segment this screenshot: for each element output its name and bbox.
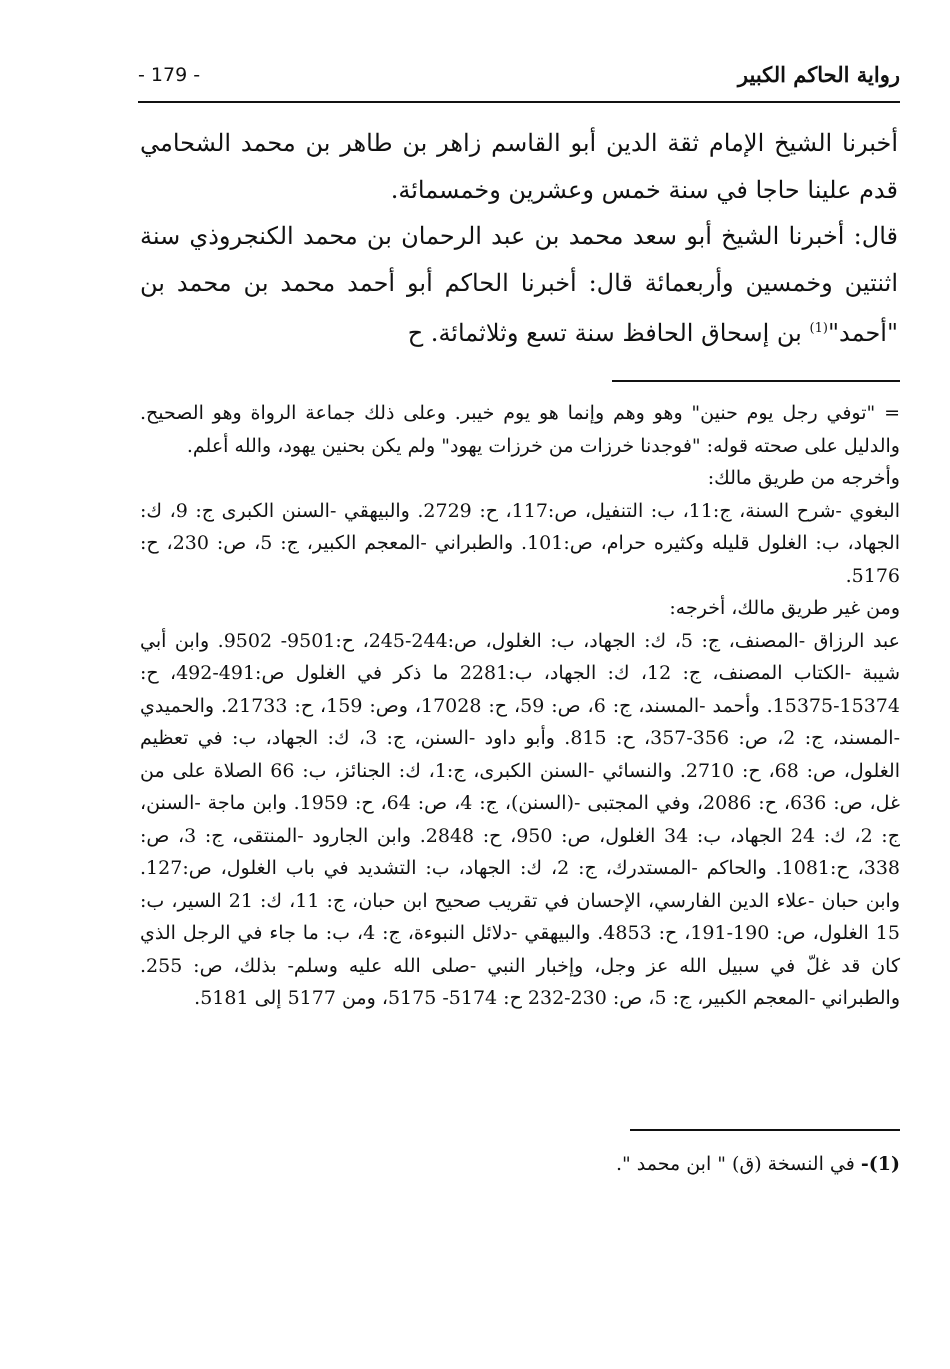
main-paragraph-1: أخبرنا الشيخ الإمام ثقة الدين أبو القاسم زاهر بن طاهر بن محمد الشحامي قدم علينا حاجا في سنة خمس وعشرين وخمسمائة. [140,129,898,204]
note-paragraph-2: وأخرجه من طريق مالك: [707,467,900,489]
notes-block [140,397,900,1015]
running-title: رواية الحاكم الكبير [737,62,900,87]
page-number: - 179 - [138,64,201,86]
note-paragraph-1: = "توفي رجل يوم حنين" وهو وهم وإنما هو يوم خيبر. وعلى ذلك جماعة الرواة وهو الصحيح. والدليل على صحته قوله: "فوجدنا خرزات من خرزات يهود" ولم يكن بحنين يهود، والله أعلم. [140,402,900,457]
footnote-marker: (1) [809,321,828,336]
footnote-text: في النسخة (ق) " ابن محمد ". [615,1153,861,1175]
page-header [138,58,900,98]
footnote-number: (1)- [860,1153,900,1175]
header-rule [138,101,900,103]
note-paragraph-4: ومن غير طريق مالك، أخرجه: [669,597,900,619]
main-paragraph-2-tail: بن إسحاق الحافظ سنة تسع وثلاثمائة. ح [407,319,810,347]
main-paragraph-2-text: قال: أخبرنا الشيخ أبو سعد محمد بن عبد الرحمان بن محمد الكنجروذي سنة اثنتين وخمسين وأربعمائة قال: أخبرنا الحاكم أبو أحمد محمد بن محمد بن "أحمد" [140,222,898,347]
main-text [140,120,898,357]
note-paragraph-5: عبد الرزاق -المصنف، ج: 5، ك: الجهاد، ب: الغلول، ص:244-245، ح:9501- 9502. وابن أبي شيبة -الكتاب المصنف، ج: 12، ك: الجهاد، ب:2281 ما ذكر في الغلول ص:491-492، ح: 15374-15375. وأحمد -المسند، ج: 6، ص: 59، ح: 17028، وص: 159، ح: 21733. والحميدي -المسند، ج: 2، ص: 356-357، ح: 815. وأبو داود -السنن، ج: 3، ك: الجهاد، ب: في تعظيم الغلول، ص: 68، ح: 2710. والنسائي -السنن الكبرى، ج:1، ك: الجنائز، ب: 66 الصلاة على من غل، ص: 636، ح: 2086، وفي المجتبى -(السنن)، ج: 4، ص: 64، ح: 1959. وابن ماجة -السنن، ج: 2، ك: 24 الجهاد، ب: 34 الغلول، ص: 950، ح: 2848. وابن الجارود -المنتقى، ج: 3، ص: 338، ح:1081. والحاكم -المستدرك، ج: 2، ك: الجهاد، ب: التشديد في باب الغلول، ص:127. وابن حبان -علاء الدين الفارسي، الإحسان في تقريب صحيح ابن حبان، ج: 11، ك: 21 السير، ب: 15 الغلول، ص: 190-191، ح: 4853. والبيهقي -دلائل النبوءة، ج: 4، ب: ما جاء في الرجل الذي كان قد غلّ في سبيل الله عز وجل، وإخبار النبي -صلى الله عليه وسلم- بذلك، ص: 255. والطبراني -المعجم الكبير، ج: 5، ص: 230-232 ح: 5174- 5175، ومن 5177 إلى 5181. [140,629,901,1009]
notes-separator [612,380,900,382]
footnote-separator [630,1129,900,1131]
footnote [140,1148,900,1180]
note-paragraph-3: البغوي -شرح السنة، ج:11، ب: التنفيل، ص:117، ح: 2729. والبيهقي -السنن الكبرى ج: 9، ك: الجهاد، ب: الغلول قليله وكثيره حرام، ص:101. والطبراني -المعجم الكبير، ج: 5، ص: 230، ح: 5176. [140,499,901,587]
main-paragraph-2 [140,213,898,357]
